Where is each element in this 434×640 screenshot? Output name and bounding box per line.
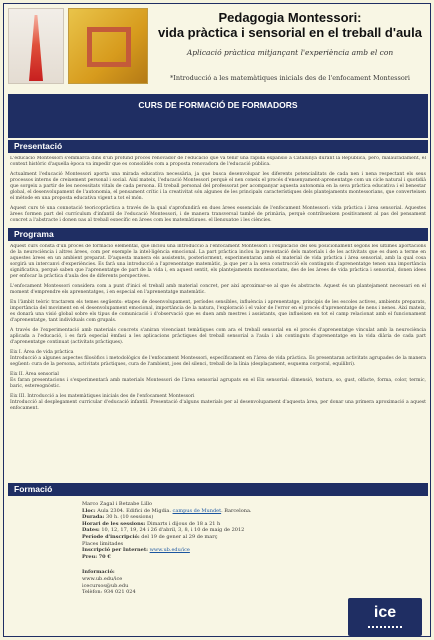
informacio-label-text: Informació: [82,569,115,576]
title-line-2: vida pràctica i sensorial en el treball d'aula [158,25,422,40]
subtitle: Aplicació pràctica mitjançant l'experiència amb el con [186,48,394,57]
eix-label: Eix I. Àrea de vida pràctica [10,350,74,355]
periode-row [82,534,342,541]
periode-value: del 19 de gener al 29 de març [141,533,218,540]
info-email[interactable]: icecursos@ub.edu [82,582,129,589]
note: *Introducció a les matemàtiques inicials des de l'enfocament Montessori [170,74,410,82]
paragraph: L'educació Montessori s'emmarca dins d'un profund procés renovador de l'educació que va tenir una ràpida expansió a Catalunya durant la República, però, malauradament, el context històric d'aquella època va impedir que es consolidés com a proposta renovadora de l'educació pública. [10,156,426,167]
info-web[interactable]: www.ub.edu/ice [82,575,123,582]
preu-row [82,554,342,561]
paragraph: A través de l'experimentació amb materials concrets s'aniran vivenciant temàtiques com ara el treball sensorial en el procés d'aprenentatge vinculat amb la neurociència aplicada a l'educació, i es farà especial èmfasi a les aplicacions pràctiques del treball sensorial a l'aula i als continguts d'aprenentatge en la vida diària de cada part d'aprenentatge continuat (activitats pràctiques). [10,328,426,345]
horari-label: Horari de les sessions: [82,520,146,527]
flyer-page [3,3,431,637]
ice-logo-dots [368,626,402,629]
presentacio-text [10,156,426,221]
header [4,4,430,92]
dates-row [82,527,342,534]
informacio-label [82,569,342,576]
inscripcio-label: Inscripció per Internet: [82,547,149,554]
paragraph: Aquest curs consta d'un procés de formació elemental, que inclou una introducció a l'enfocament Montessori i l'explicació del seu posicionament segons les últimes aportacions de la neurociència i altres àrees, com per exemple la intel·ligència emocional. La part pràctica inclou la presentació dels materials i de les activitats que es duen a terme en aquestes àrees en un ambient preparat. D'aquesta manera els assistents, posteriorment, experimentaran amb el material de vida pràctica i àrea sensorial, amb la qual cosa sorgirà un intercanvi d'experiències. Es farà una introducció a l'aprenentatge matemàtic, ja que per a la seva construcció els continguts d'aprenentatge tenen una importància significativa, perquè saben que l'aprenentatge de part de la vida i, en aquest sentit, els plantejaments montessorians, des de les àrees de vida pràctica i sensorial, donen idees per enfocar la pràctica d'aula des de diferents perspectives. [10,244,426,279]
durada-value: 30 h. (10 sessions) [106,514,154,521]
lloc-label: Lloc: [82,507,96,514]
formacio-details [82,501,342,596]
eix-text: Introducció al desplegament curricular d'educació infantil. Presentació d'alguns materials per al desenvolupament d'aquesta àrea, per donar una primera aproximació a aquest enfocament. [10,400,426,411]
horari-row [82,521,342,528]
eix-text: Introducció a algunes aspectes filosòfics i metodològics de l'enfocament Montessori, específicament en l'àrea de vida pràctica. Es presentaran activitats agrupades de la manera següent: cura de la persona, activitats pràctiques, cura de l'ambient, joes del silenci, treball de la línia (desplaçament, esquema corporal, equilibri). [10,356,426,367]
periode-label: Període d'inscripció: [82,533,140,540]
section-title: Programa [14,229,54,239]
dates-value: 10, 12, 17, 19, 24 i 26 d'abril, 3, 8, i 10 de maig de 2012 [101,527,245,534]
campus-link[interactable]: campus de Mundet [172,507,222,514]
photo-frame-material [68,8,148,84]
programa-text [10,244,426,479]
banner-text: CURS DE FORMACIÓ DE FORMADORS [138,100,298,110]
inscripcio-link[interactable]: www.ub.edu/ice [149,547,190,554]
lloc-suffix: . Barcelona. [221,507,252,514]
photo-pink-tower [8,8,64,84]
spacer [82,560,342,569]
ice-logo-text: ice [373,604,397,621]
section-title: Presentació [14,141,63,151]
frame-shape [87,27,131,67]
course-banner [8,94,428,138]
paragraph: Aquest curs té una connotació teoricopràctica a través de la qual s'aprofundirà en dues àrees essencials de l'enfocament Montessori: vida pràctica i àrea sensorial. Aquestes àrees formen part del currículum d'infantil de l'educació Montessori, i de manera transversal també de primària, perquè contribueixen positivament al pas del pensament concret a l'abstracte i donen pas al treball específic en àrees com les matemàtiques, el llenguatge i les ciències. [10,206,426,221]
durada-row [82,514,342,521]
places-row: Places limitades [82,540,124,547]
preu-label: Preu: [82,553,98,560]
section-header-presentacio [8,140,428,153]
eix-text: Es faran presentacions i s'experimentarà amb materials Montessori de l'àrea sensorial agrupats en el Eix sensorial: dimensió, textura, so, gust, olfacte, forma, color, termic, baric, estereognòstic. [10,378,426,389]
section-header-formacio [8,483,428,496]
durada-label: Durada: [82,514,105,521]
lloc-value: Aula 2304. Edifici de Migdia. [97,507,171,514]
inscripcio-row [82,547,342,554]
title-line-1: Pedagogia Montessori: [218,10,362,25]
preu-value: 70 € [98,553,111,560]
dates-label: Dates: [82,527,100,534]
paragraph: L'enfocament Montessori considera com a punt d'inici el treball amb material concret, per així aproximar-se al que és abstracte. Aquest és un plantejament necessari en el moment d'emprendre els aprenentatges, i en especial en l'aprenentatge matemàtic. [10,284,426,295]
ice-logo [348,598,422,636]
pink-tower-shape [29,15,43,81]
section-title: Formació [14,484,53,494]
eix-label: Eix III. Introducció a les matemàtiques inicials des de l'enfocament Montessori [10,394,195,399]
horari-value: Dimarts i dijous de 18 a 21 h [147,520,221,527]
page-title [154,10,426,40]
paragraph: Actualment l'educació Montessori aporta una mirada educativa necessària, ja que busca desenvolupar les diferents potencialitats de cada nen i nena respectant els seus processos interns de creixement personal i social. Així mateix, l'educació Montessori perquè el nen coneix el procés d'ensenyament-aprenentatge com un cicle natural i quotidià que sorgeix a partir de les necessitats vitals de cada persona. El treball personal del professorat per acompanyar aquesta autonomia en la seva pràctica educativa i el benestar global, el desenvolupament de l'autonomia, el pensament crític i la creativitat són algunes de les principals característiques dels plantejaments montessorians, que converteixen el mètode en una proposta educativa vigent a tot el món. [10,172,426,201]
info-tel: Telèfon: 934 021 024 [82,589,136,596]
section-header-programa [8,228,428,241]
paragraph: En l'àmbit teòric tractarem els temes següents: etapes de desenvolupament, períodes sensibles, influència i aprenentatge, principis de les escoles actives, ambients preparats, importància del moviment en el desenvolupament emocional, importància de la natura, l'exploració i el valor de l'error en el procés d'aprenentatge de nens i nenes. Així mateix, es donarà una visió global sobre els tipus de comunicació i d'observació que es duen amb mestres i assistants, que influeixen en tot el camp relacionat amb el funcionament d'aprenentatge, tant individuals com grupals. [10,300,426,323]
trainers: Marco Zagal i Betzabe Lillo [82,501,153,507]
eix-label: Eix II. Àrea sensorial [10,372,59,377]
